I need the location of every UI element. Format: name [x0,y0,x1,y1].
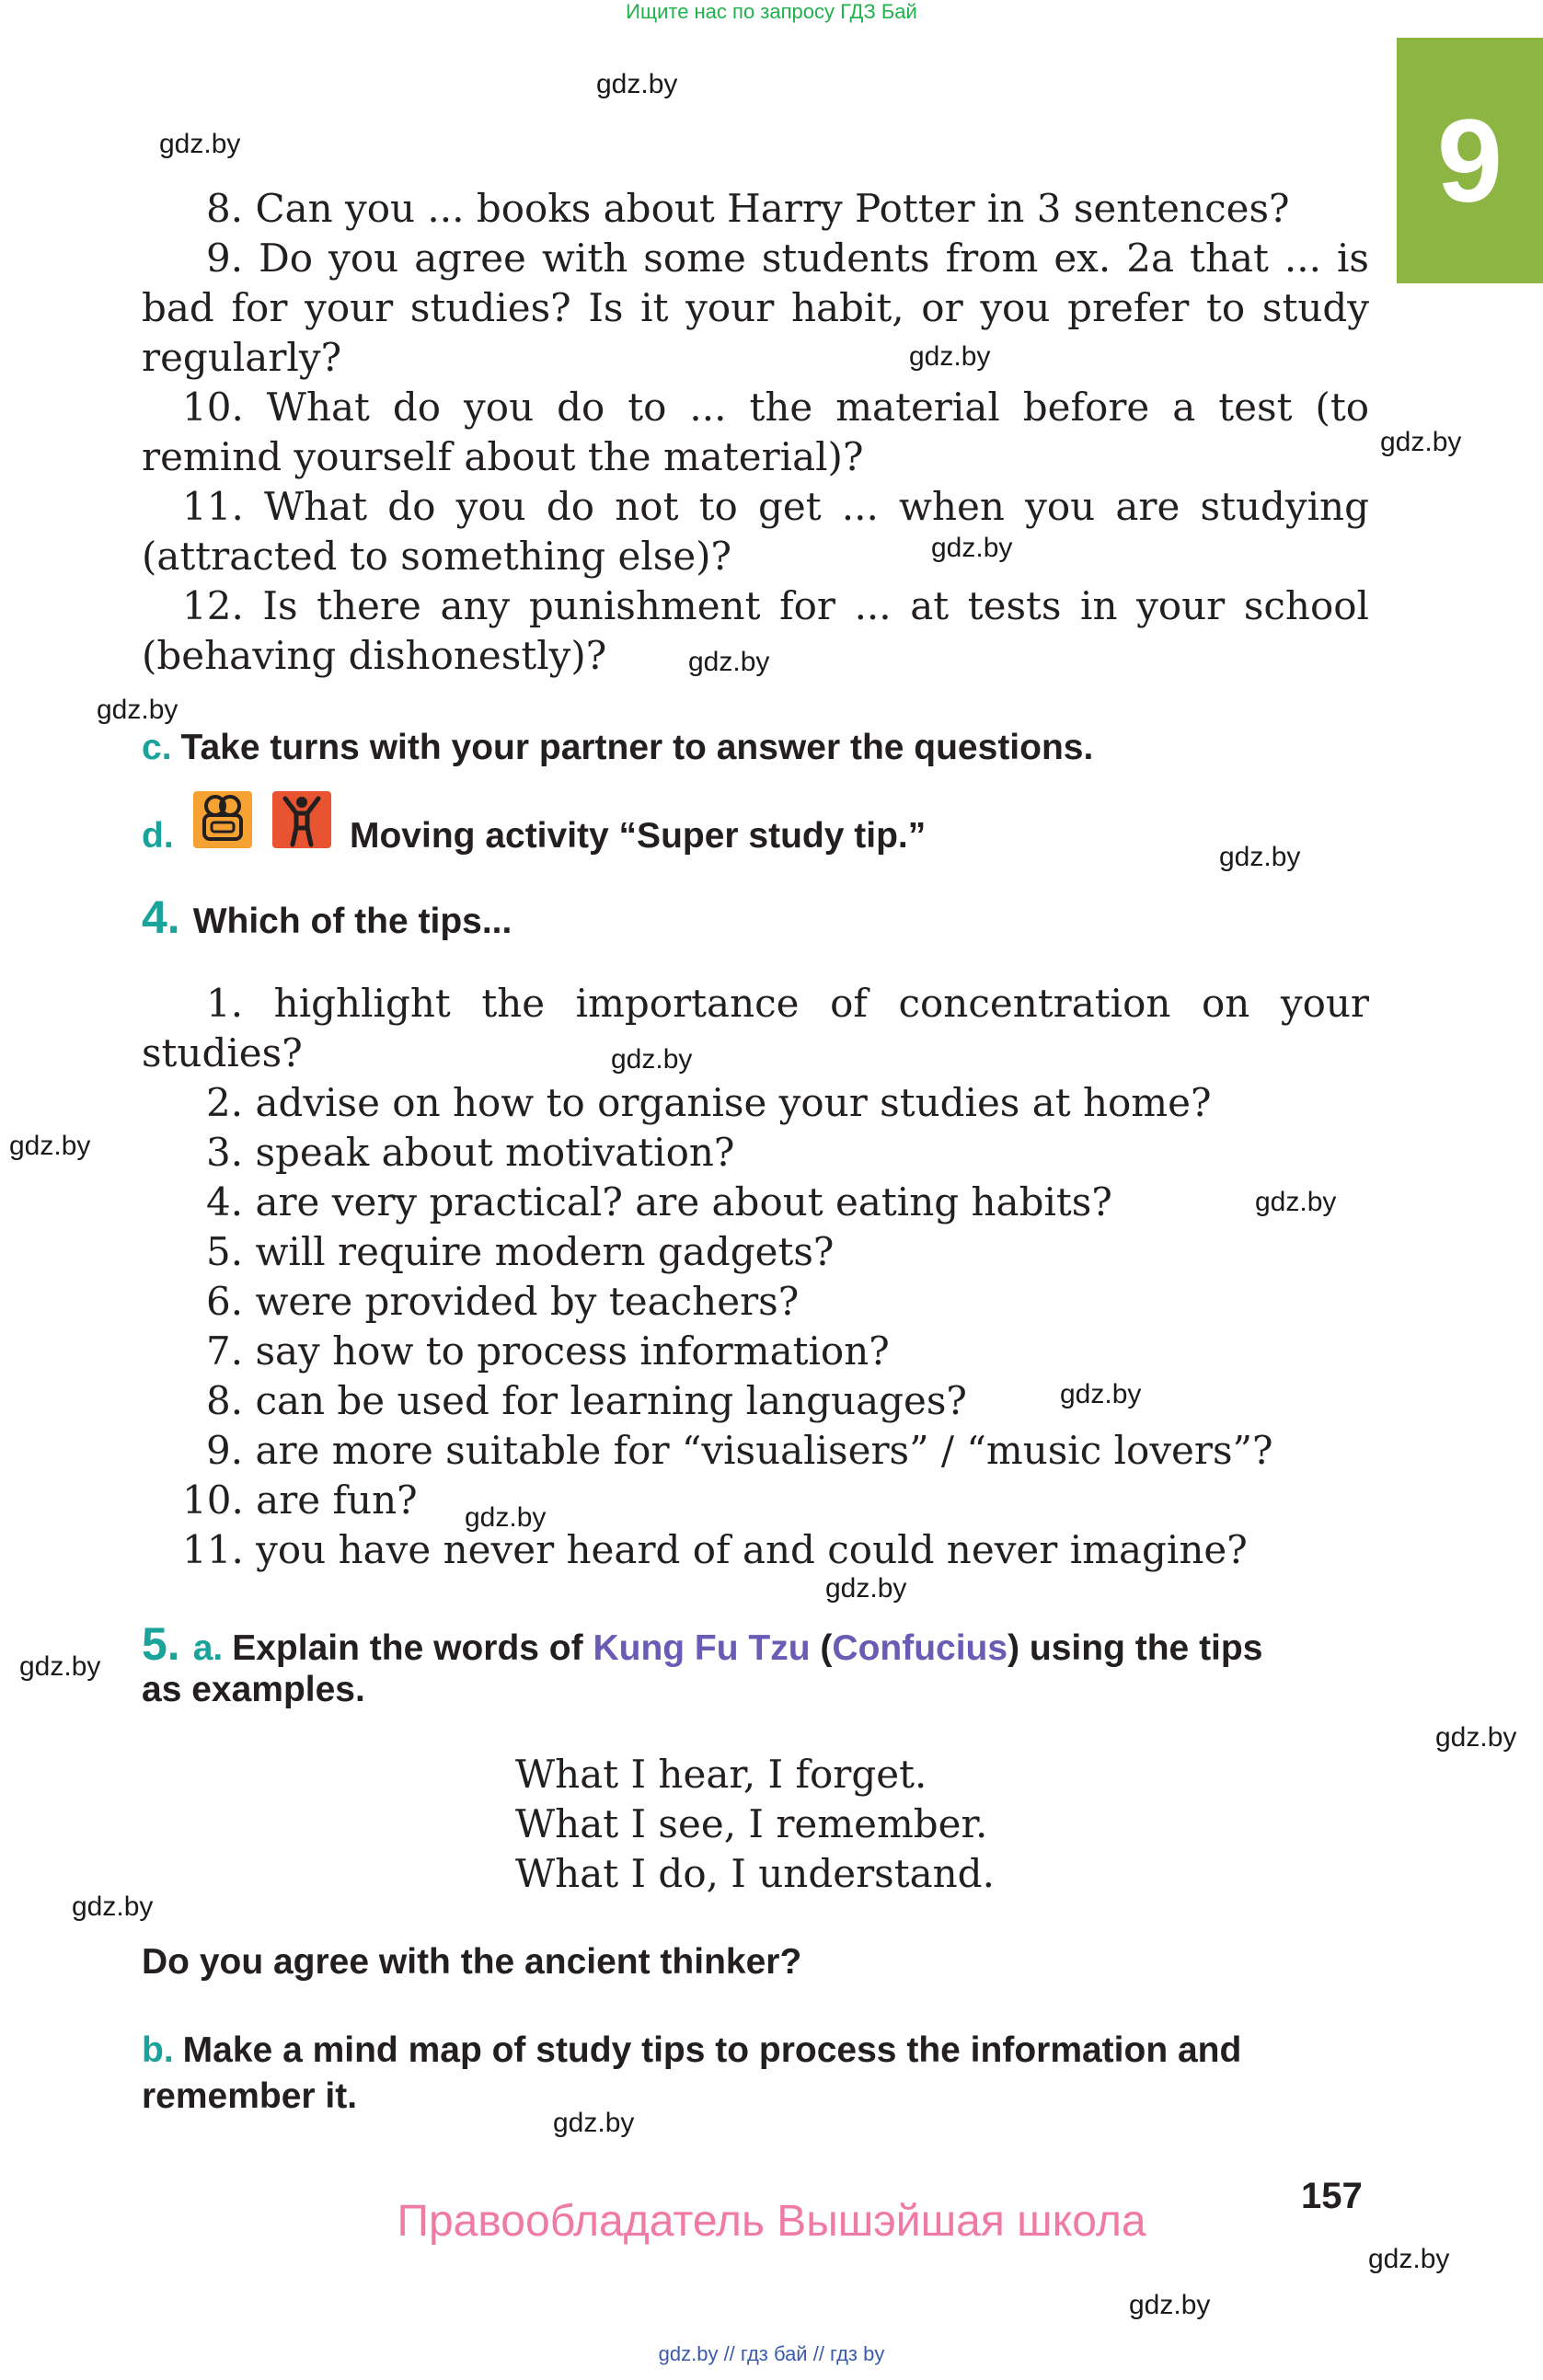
quote-line: What I hear, I forget. [515,1752,927,1797]
tip-number: 9. [206,1428,244,1473]
task-letter: a. [192,1628,224,1668]
tip-number: 5. [206,1229,244,1274]
question-item [142,581,1369,681]
tip-text: you have never heard of and could never imagine? [256,1527,1248,1572]
watermark: gdz.by [97,695,178,725]
group-work-icon [193,791,252,848]
question-item [206,184,1290,234]
quote-line: What I do, I understand. [515,1851,995,1896]
task-c-text: Take turns with your partner to answer the questions. [180,728,1094,767]
question-text: Can you ... books about Harry Potter in 3 sentences? [255,186,1290,231]
question-number: 9. [206,236,244,281]
watermark: gdz.by [1219,842,1301,872]
question-number: 8. [206,186,244,231]
tip-number: 7. [206,1328,244,1374]
watermark: gdz.by [909,341,991,372]
exercise-5b-line1 [142,2028,1241,2074]
question-item [142,383,1369,482]
copyright-notice: Правообладатель Вышэйшая школа [397,2197,1146,2246]
confucius-name: Confucius [832,1628,1008,1668]
exercise-5a-text-after: ) using the tips [1008,1628,1263,1668]
watermark: gdz.by [553,2108,635,2138]
watermark: gdz.by [1435,1722,1517,1753]
task-letter: b. [142,2030,174,2070]
watermark: gdz.by [465,1502,547,1533]
tip-item [206,1376,967,1426]
task-d-letter [142,813,183,859]
task-letter: d. [142,816,174,856]
tip-item [206,1128,734,1178]
task-c [142,725,1093,771]
exercise-number: 4. [142,891,180,943]
exercise-4-title: Which of the tips... [192,902,512,941]
watermark: gdz.by [688,647,770,677]
question-text: What do you do to ... the material before a test (to remind yourself about the material)? [142,385,1369,479]
question-number: 11. [182,484,244,529]
question-text: Do you agree with some students from ex. 2a that ... is bad for your studies? Is it your habit, or you prefer to study regularly? [142,236,1369,380]
watermark: gdz.by [9,1131,91,1161]
task-d-text: Moving activity “Super study tip.” [350,816,927,856]
watermark: gdz.by [1129,2290,1211,2320]
tip-number: 2. [206,1080,244,1125]
tip-text: will require modern gadgets? [255,1229,835,1274]
top-search-banner: Ищите нас по запросу ГДЗ Бай [626,0,917,23]
question-text: Is there any punishment for ... at tests in your school (behaving dishonestly)? [142,583,1369,678]
tip-number: 4. [206,1179,244,1224]
exercise-5b-line2: remember it. [142,2076,358,2116]
watermark: gdz.by [1255,1187,1337,1217]
tip-text: advise on how to organise your studies at home? [255,1080,1212,1125]
tip-text: are fun? [256,1477,418,1523]
watermark: gdz.by [825,1573,907,1604]
tip-item [206,1426,1273,1476]
tip-item [142,979,1369,1078]
page-number: 157 [1301,2176,1363,2216]
exercise-5a-line2: as examples. [142,1670,365,1709]
watermark: gdz.by [1060,1379,1142,1409]
tip-text: can be used for learning languages? [255,1378,967,1423]
tip-text: speak about motivation? [255,1130,735,1175]
chapter-number: 9 [1436,96,1503,227]
tip-text: are very practical? are about eating habits? [255,1179,1112,1224]
tip-number: 11. [182,1527,244,1572]
tip-item [206,1227,834,1277]
tip-item [206,1327,890,1376]
exercise-5a-question: Do you agree with the ancient thinker? [142,1942,802,1982]
exercise-4-heading [142,891,512,945]
watermark: gdz.by [19,1651,101,1682]
question-text: What do you do not to get ... when you are studying (attracted to something else)? [142,484,1369,579]
tip-text: say how to process information? [255,1328,890,1374]
watermark: gdz.by [596,69,678,99]
chapter-tab [1397,38,1543,283]
exercise-number: 5. [142,1618,180,1670]
tip-item [206,1277,799,1327]
tip-text: were provided by teachers? [255,1279,800,1324]
tip-item [182,1525,1248,1575]
moving-person-icon [272,791,331,848]
tip-number: 6. [206,1279,244,1324]
question-item [142,482,1369,581]
exercise-5b-text: Make a mind map of study tips to process the information and [182,2030,1242,2070]
kung-fu-tzu-name: Kung Fu Tzu [593,1628,811,1668]
exercise-5a-text: Explain the words of [232,1628,583,1668]
question-number: 12. [182,583,244,628]
quote-line: What I see, I remember. [515,1801,988,1846]
tip-number: 10. [182,1477,244,1523]
watermark: gdz.by [931,533,1013,563]
paren-open: ( [820,1628,833,1668]
tip-item [206,1178,1112,1227]
task-letter: c. [142,728,172,767]
question-number: 10. [182,385,244,430]
tip-number: 1. [206,981,244,1026]
tip-number: 8. [206,1378,244,1423]
watermark: gdz.by [611,1044,693,1075]
watermark: gdz.by [159,129,241,159]
tip-item [206,1078,1212,1128]
question-item [142,234,1369,383]
tip-text: are more suitable for “visualisers” / “music lovers”? [255,1428,1273,1473]
tip-text: highlight the importance of concentration on your studies? [142,981,1370,1075]
exercise-5a-line1 [142,1618,1263,1672]
tip-item [182,1476,418,1525]
tip-number: 3. [206,1130,244,1175]
watermark: gdz.by [1380,427,1462,457]
footer-links: gdz.by // гдз бай // гдз by [658,2342,885,2365]
watermark: gdz.by [72,1891,154,1922]
watermark: gdz.by [1368,2244,1450,2274]
